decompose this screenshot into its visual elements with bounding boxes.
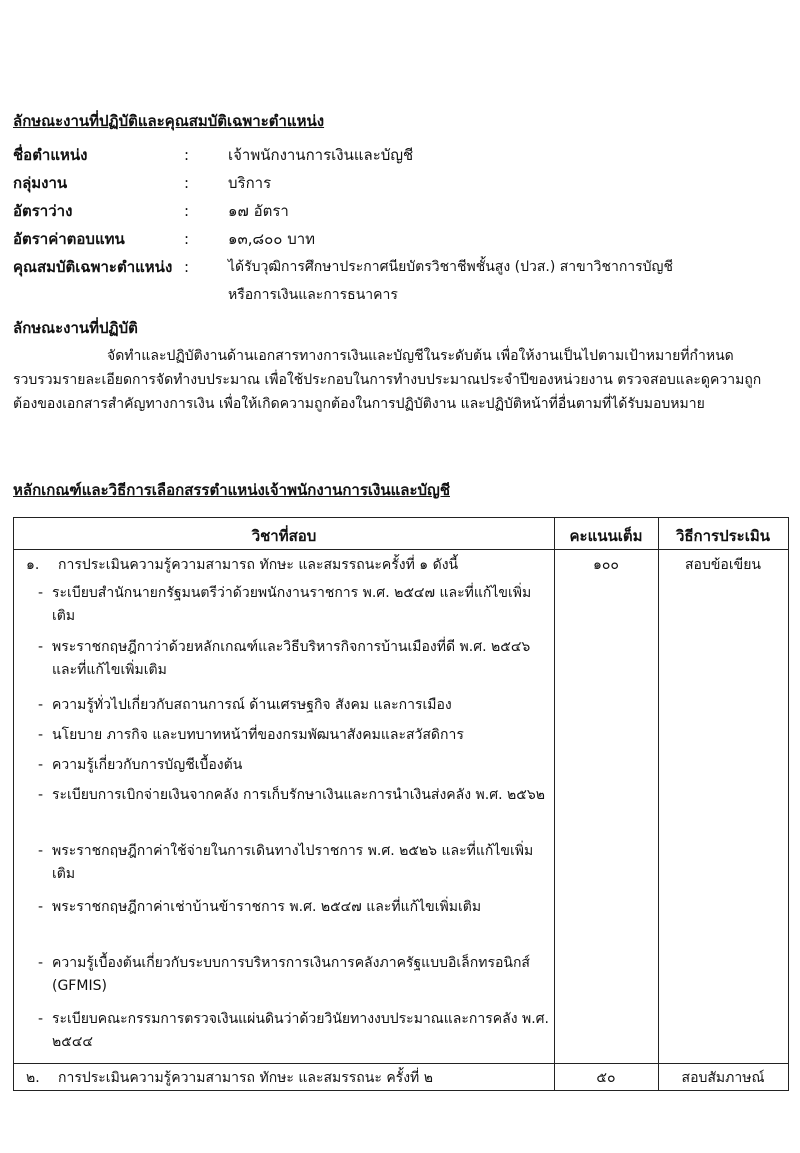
section-heading-selection-criteria: หลักเกณฑ์และวิธีการเลือกสรรตำแหน่งเจ้าพนักงานการเงินและบัญชี bbox=[13, 481, 450, 499]
row-full-score: ๕๐ bbox=[596, 1070, 616, 1086]
field-label-salary: อัตราค่าตอบแทน bbox=[13, 230, 125, 248]
row-title: การประเมินความรู้ความสามารถ ทักษะ และสมรรถนะครั้งที่ ๑ ดังนี้ bbox=[58, 557, 459, 573]
field-colon: : bbox=[184, 146, 190, 164]
table-row-divider bbox=[14, 1063, 788, 1064]
field-value-qualifications: ได้รับวุฒิการศึกษาประกาศนียบัตรวิชาชีพชั้นสูง (ปวส.) สาขาวิชาการบัญชี bbox=[228, 259, 673, 275]
field-colon: : bbox=[184, 258, 190, 276]
table-header-divider bbox=[14, 549, 788, 550]
row-number: ๑. bbox=[26, 557, 40, 573]
field-value-work-group: บริการ bbox=[228, 174, 272, 192]
section-heading-duties: ลักษณะงานที่ปฏิบัติ bbox=[13, 319, 138, 337]
field-label-position: ชื่อตำแหน่ง bbox=[13, 146, 88, 164]
field-value-position: เจ้าพนักงานการเงินและบัญชี bbox=[228, 146, 414, 164]
table-header-full-score: คะแนนเต็ม bbox=[569, 527, 643, 545]
row-number: ๒. bbox=[26, 1070, 40, 1086]
field-colon: : bbox=[184, 202, 190, 220]
field-label-work-group: กลุ่มงาน bbox=[13, 174, 68, 192]
table-column-divider bbox=[554, 518, 555, 1090]
field-colon: : bbox=[184, 230, 190, 248]
exam-topic-item: - ความรู้เบื้องต้นเกี่ยวกับระบบการบริหารการเงินการคลังภาครัฐแบบอิเล็กทรอนิกส์ (GFMIS) bbox=[38, 955, 530, 994]
field-label-qualifications: คุณสมบัติเฉพาะตำแหน่ง bbox=[13, 258, 173, 276]
table-column-divider bbox=[658, 518, 659, 1090]
exam-topic-item: - ความรู้ทั่วไปเกี่ยวกับสถานการณ์ ด้านเศรษฐกิจ สังคม และการเมือง bbox=[38, 697, 452, 713]
field-colon: : bbox=[184, 174, 190, 192]
exam-topic-item: - ระเบียบการเบิกจ่ายเงินจากคลัง การเก็บรักษาเงินและการนำเงินส่งคลัง พ.ศ. ๒๕๖๒ bbox=[38, 787, 545, 803]
section-heading-duties-qualifications: ลักษณะงานที่ปฏิบัติและคุณสมบัติเฉพาะตำแหน่ง bbox=[13, 112, 325, 130]
exam-criteria-table bbox=[13, 517, 789, 1091]
row-full-score: ๑๐๐ bbox=[593, 557, 619, 573]
duties-paragraph: จัดทำและปฏิบัติงานด้านเอกสารทางการเงินและบัญชีในระดับต้น เพื่อให้งานเป็นไปตามเป้าหมายที่กำหนด รวบรวมรายละเอียดการจัดทำงบประมาณ เพื่อใช้ประกอบในการทำงบประมาณประจำปีของหน่วยงาน ตรวจสอบและดูความถูกต้องของเอกสารสำคัญทางการเงิน เพื่อให้เกิดความถูกต้องในการปฏิบัติงาน และปฏิบัติหน้าที่อื่นตามที่ได้รับมอบหมาย bbox=[13, 348, 762, 412]
exam-topic-item: - พระราชกฤษฎีกาว่าด้วยหลักเกณฑ์และวิธีบริหารกิจการบ้านเมืองที่ดี พ.ศ. ๒๕๔๖ และที่แก้ไขเพิ่มเติม bbox=[38, 639, 531, 678]
table-header-evaluation-method: วิธีการประเมิน bbox=[675, 527, 771, 545]
field-value-vacancies: ๑๗ อัตรา bbox=[228, 202, 289, 220]
exam-topic-item: - พระราชกฤษฎีกาค่าใช้จ่ายในการเดินทางไปราชการ พ.ศ. ๒๕๒๖ และที่แก้ไขเพิ่มเติม bbox=[38, 843, 534, 882]
row-evaluation-method: สอบข้อเขียน bbox=[685, 557, 761, 573]
exam-topic-item: - ระเบียบคณะกรรมการตรวจเงินแผ่นดินว่าด้วยวินัยทางงบประมาณและการคลัง พ.ศ. ๒๕๔๔ bbox=[38, 1011, 549, 1050]
field-label-vacancies: อัตราว่าง bbox=[13, 202, 73, 220]
field-value-salary: ๑๓,๘๐๐ บาท bbox=[228, 230, 316, 248]
exam-topic-item: - ความรู้เกี่ยวกับการบัญชีเบื้องต้น bbox=[38, 757, 243, 773]
row-title: การประเมินความรู้ความสามารถ ทักษะ และสมรรถนะ ครั้งที่ ๒ bbox=[58, 1070, 433, 1086]
exam-topic-item: - พระราชกฤษฎีกาค่าเช่าบ้านข้าราชการ พ.ศ. ๒๕๔๗ และที่แก้ไขเพิ่มเติม bbox=[38, 899, 482, 915]
exam-topic-item: - นโยบาย ภารกิจ และบทบาทหน้าที่ของกรมพัฒนาสังคมและสวัสดิการ bbox=[38, 727, 464, 743]
exam-topic-item: - ระเบียบสำนักนายกรัฐมนตรีว่าด้วยพนักงานราชการ พ.ศ. ๒๕๔๗ และที่แก้ไขเพิ่มเติม bbox=[38, 585, 532, 624]
field-value-qualifications-line2: หรือการเงินและการธนาคาร bbox=[228, 287, 398, 303]
table-header-subject: วิชาที่สอบ bbox=[251, 527, 317, 545]
row-evaluation-method: สอบสัมภาษณ์ bbox=[681, 1070, 765, 1086]
